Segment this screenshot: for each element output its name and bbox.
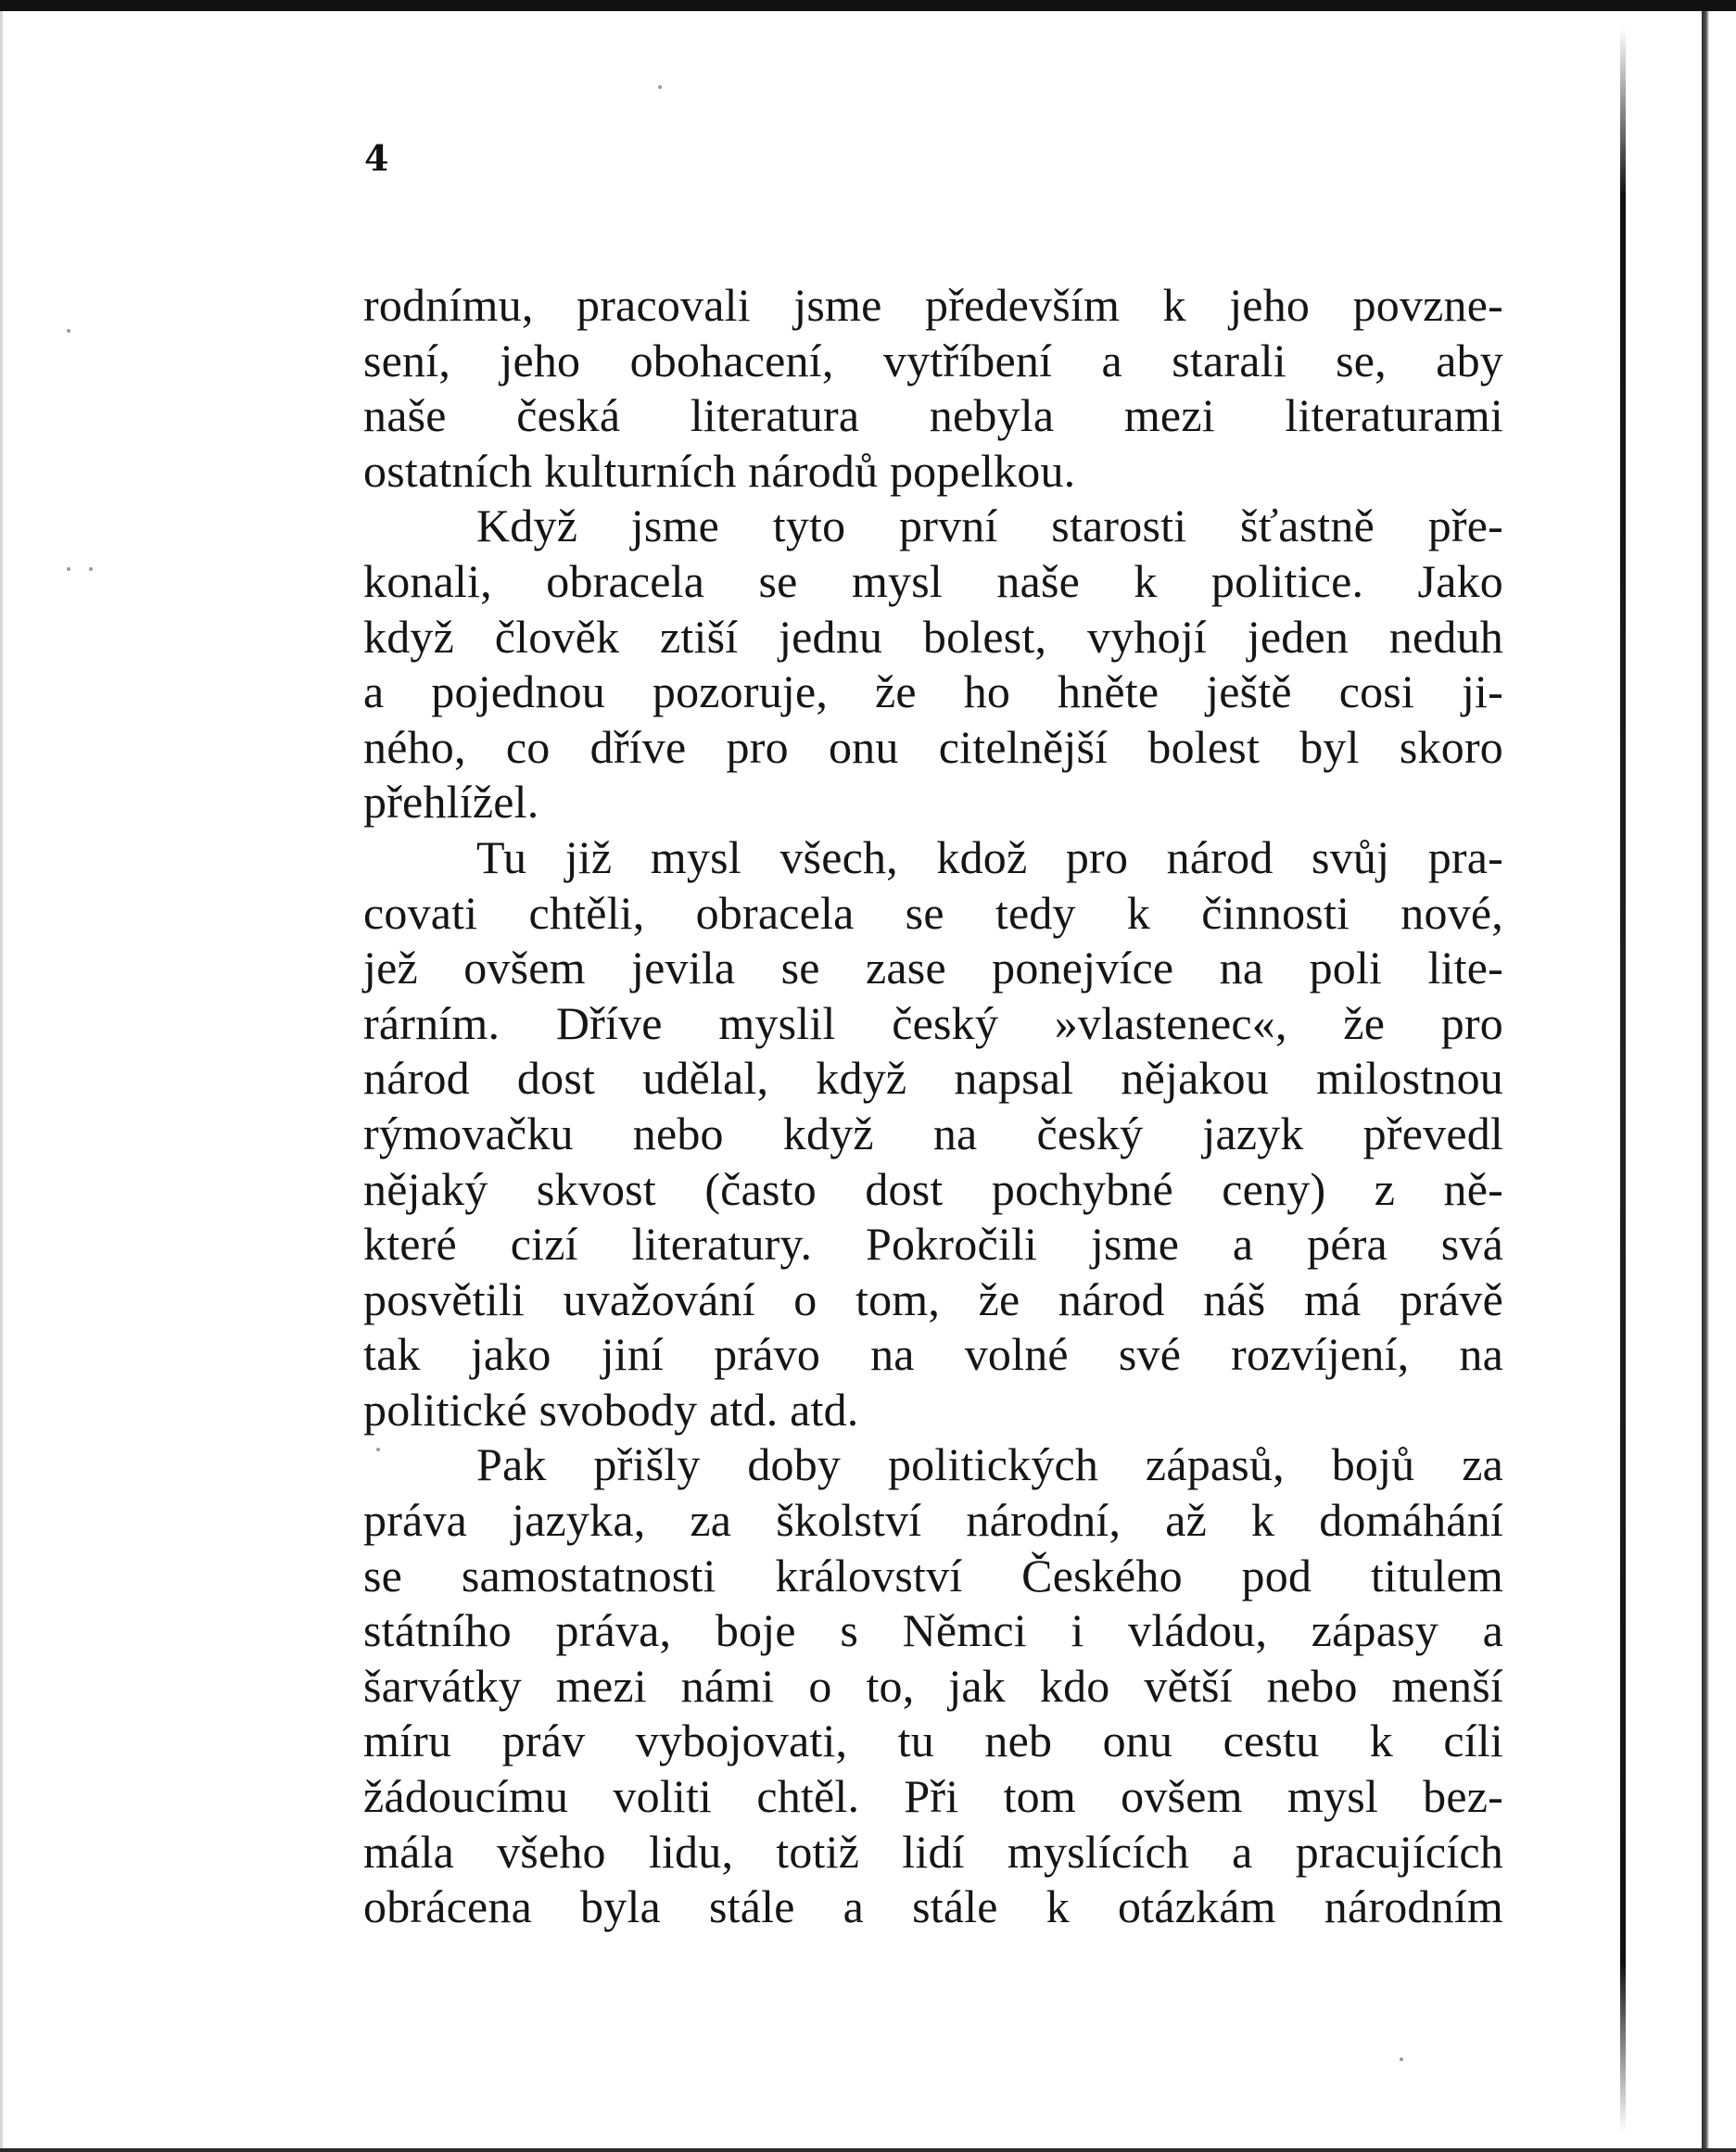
text-line: národ dost udělal, když napsal nějakou milostnou [363, 1052, 1503, 1105]
text-line: rýmovačku nebo když na český jazyk převedl [363, 1107, 1503, 1159]
text-line: šarvátky mezi námi o to, jak kdo větší nebo menší [363, 1659, 1503, 1712]
text-line: když člověk ztiší jednu bolest, vyhojí jeden neduh [363, 610, 1503, 663]
text-line: Když jsme tyto první starosti šťastně pře- [476, 500, 1503, 552]
text-line: posvětili uvažování o tom, že národ náš má právě [363, 1272, 1503, 1325]
text-line: rodnímu, pracovali jsme především k jeho povzne- [363, 279, 1503, 331]
paper-speck [67, 329, 70, 333]
text-line: rárním. Dříve myslil český »vlastenec«, že pro [363, 996, 1503, 1049]
text-line: naše česká literatura nebyla mezi literaturami [363, 389, 1503, 442]
text-line: míru práv vybojovati, tu neb onu cestu k cíli [363, 1715, 1503, 1767]
text-line: přehlížel. [363, 776, 539, 829]
body-text [363, 278, 1503, 1935]
text-line: ného, co dříve pro onu citelnější bolest byl skoro [363, 720, 1503, 773]
text-line: Tu již mysl všech, kdož pro národ svůj pra- [476, 830, 1503, 883]
text-line: mála všeho lidu, totiž lidí myslících a pracujících [363, 1825, 1503, 1878]
left-scan-edge [0, 11, 3, 2152]
text-line: a pojednou pozoruje, že ho hněte ještě cosi ji- [363, 665, 1503, 718]
binding-shadow [1620, 28, 1626, 2132]
text-line: práva jazyka, za školství národní, až k domáhání [363, 1494, 1503, 1547]
bottom-scan-border [0, 2148, 1736, 2152]
text-line: které cizí literatury. Pokročili jsme a péra svá [363, 1218, 1503, 1271]
paper-speck [89, 567, 93, 571]
text-line: žádoucímu voliti chtěl. Při tom ovšem mysl bez- [363, 1770, 1503, 1823]
text-line: se samostatnosti království Českého pod titulem [363, 1549, 1503, 1601]
text-line: jež ovšem jevila se zase ponejvíce na poli lite- [363, 942, 1503, 994]
text-line: sení, jeho obohacení, vytříbení a starali se, aby [363, 334, 1503, 386]
paper-speck [1400, 2057, 1403, 2061]
page-number: 4 [364, 137, 389, 179]
paper-speck [67, 567, 70, 571]
text-line: covati chtěli, obracela se tedy k činnosti nové, [363, 886, 1503, 939]
text-line: nějaký skvost (často dost pochybné ceny) z ně- [363, 1162, 1503, 1215]
text-line: státního práva, boje s Němci i vládou, zápasy a [363, 1604, 1503, 1657]
top-scan-border [0, 0, 1736, 11]
text-line: konali, obracela se mysl naše k politice. Jako [363, 554, 1503, 607]
text-line: Pak přišly doby politických zápasů, bojů za [476, 1438, 1503, 1491]
text-line: tak jako jiní právo na volné své rozvíjení, na [363, 1328, 1503, 1381]
text-line: politické svobody atd. atd. [363, 1383, 859, 1436]
text-line: obrácena byla stále a stále k otázkám národním [363, 1880, 1503, 1933]
paper-speck [658, 85, 662, 89]
right-scan-edge [1702, 11, 1709, 2152]
text-line: ostatních kulturních národů popelkou. [363, 444, 1076, 497]
